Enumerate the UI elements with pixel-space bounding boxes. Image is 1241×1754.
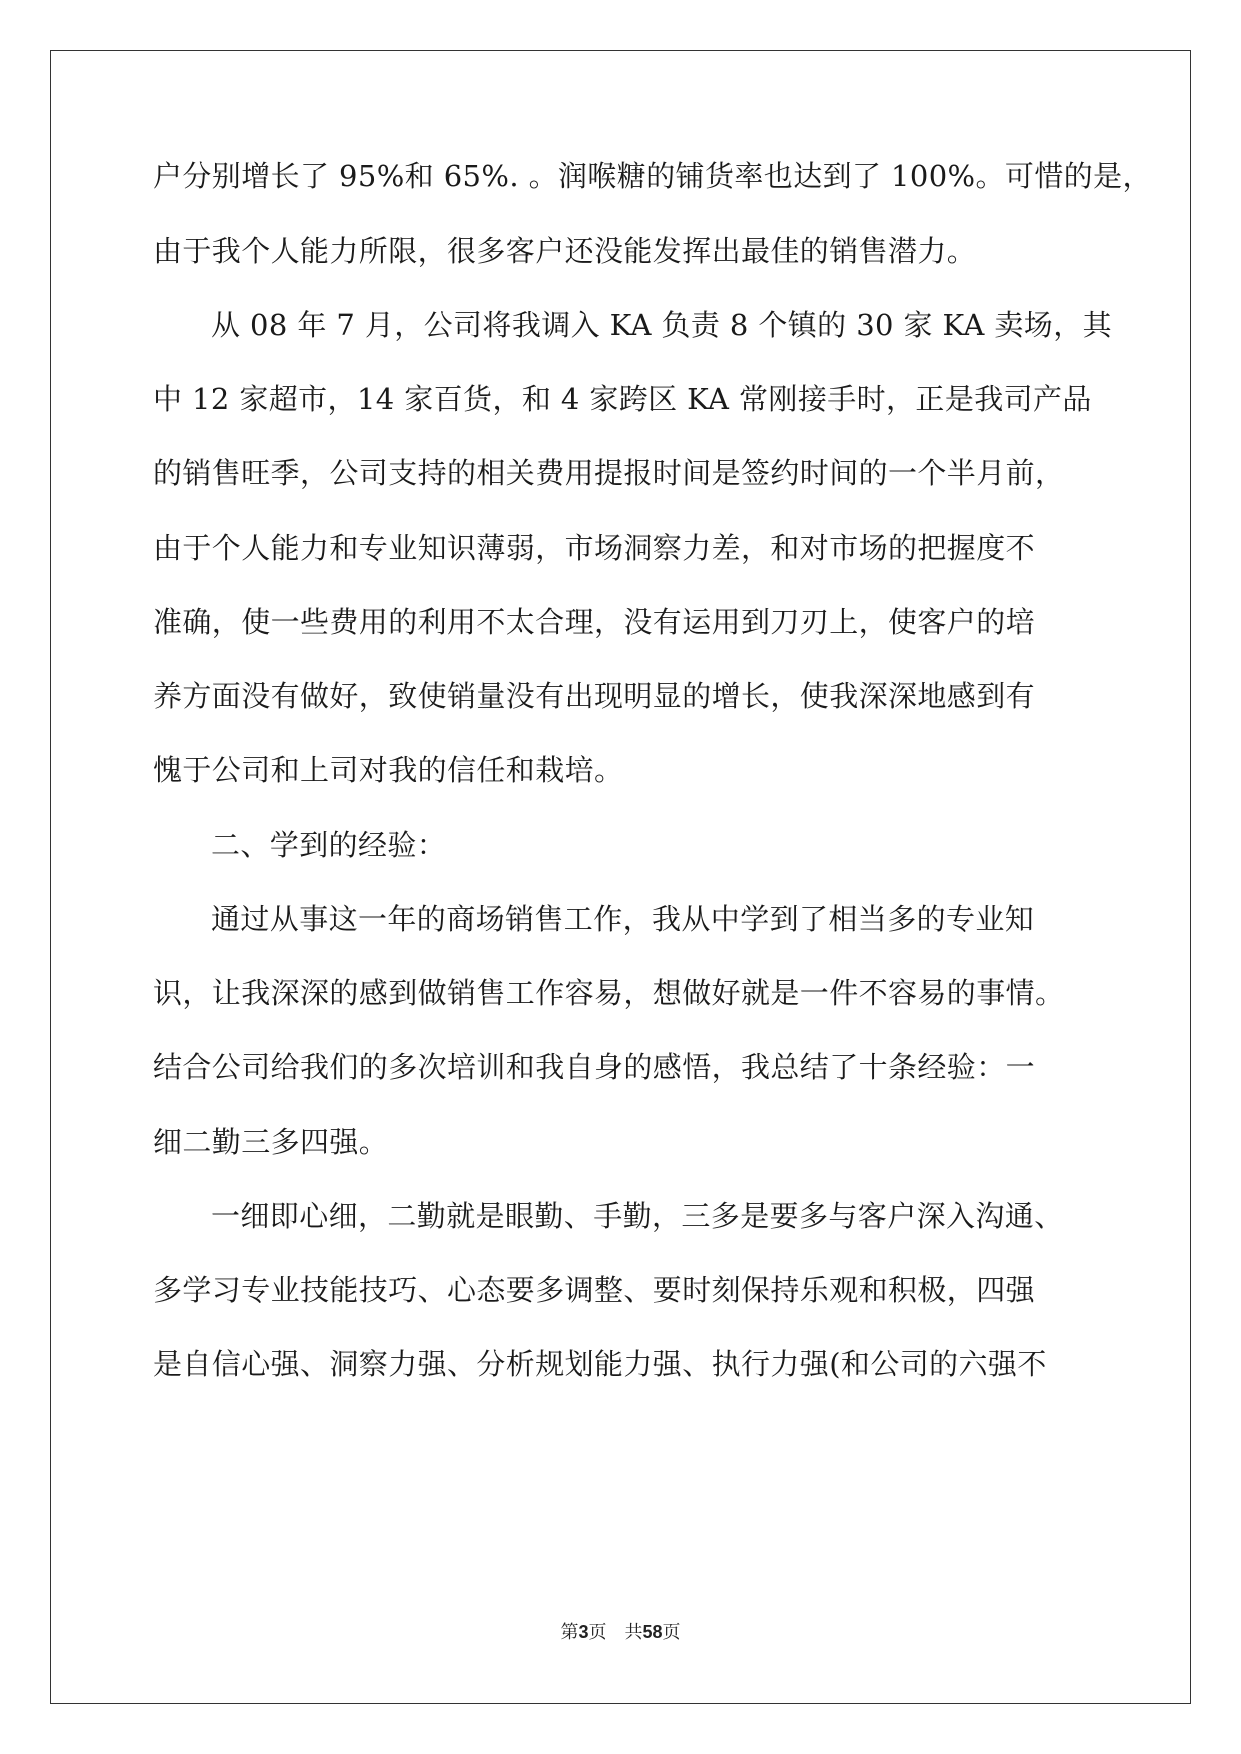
footer-total-prefix: 共	[624, 1622, 643, 1642]
body-line-16: 多学习专业技能技巧、心态要多调整、要时刻保持乐观和积极，四强	[153, 1273, 1036, 1307]
footer-page-current: 3	[578, 1622, 589, 1642]
body-line-4: 中 12 家超市，14 家百货，和 4 家跨区 KA 常刚接手时，正是我司产品	[153, 382, 1092, 416]
section-heading: 二、学到的经验：	[211, 828, 447, 862]
body-line-5: 的销售旺季，公司支持的相关费用提报时间是签约时间的一个半月前，	[153, 456, 1065, 490]
footer-page-unit: 页	[588, 1622, 607, 1642]
footer-page-total: 58	[642, 1622, 663, 1642]
body-line-2: 由于我个人能力所限，很多客户还没能发挥出最佳的销售潜力。	[153, 234, 977, 268]
body-line-12: 识，让我深深的感到做销售工作容易，想做好就是一件不容易的事情。	[153, 976, 1065, 1010]
page-border	[50, 50, 1191, 1704]
body-line-1: 户分别增长了 95%和 65%. 。润喉糖的铺货率也达到了 100%。可惜的是，	[153, 159, 1152, 193]
footer-total-unit: 页	[662, 1622, 681, 1642]
body-line-3: 从 08 年 7 月，公司将我调入 KA 负责 8 个镇的 30 家 KA 卖场，其	[211, 308, 1112, 342]
footer-page-prefix: 第	[560, 1622, 579, 1642]
body-line-15: 一细即心细，二勤就是眼勤、手勤，三多是要多与客户深入沟通、	[211, 1199, 1064, 1233]
body-line-13: 结合公司给我们的多次培训和我自身的感悟，我总结了十条经验：一	[153, 1050, 1036, 1084]
body-line-8: 养方面没有做好，致使销量没有出现明显的增长，使我深深地感到有	[153, 679, 1036, 713]
body-line-6: 由于个人能力和专业知识薄弱，市场洞察力差，和对市场的把握度不	[153, 531, 1036, 565]
body-line-11: 通过从事这一年的商场销售工作，我从中学到了相当多的专业知	[211, 902, 1035, 936]
body-line-7: 准确，使一些费用的利用不太合理，没有运用到刀刃上，使客户的培	[153, 605, 1036, 639]
body-line-14: 细二勤三多四强。	[153, 1125, 389, 1159]
body-line-9: 愧于公司和上司对我的信任和栽培。	[153, 753, 624, 787]
page-footer	[0, 1618, 1241, 1644]
body-line-17: 是自信心强、洞察力强、分析规划能力强、执行力强(和公司的六强不	[153, 1347, 1047, 1381]
